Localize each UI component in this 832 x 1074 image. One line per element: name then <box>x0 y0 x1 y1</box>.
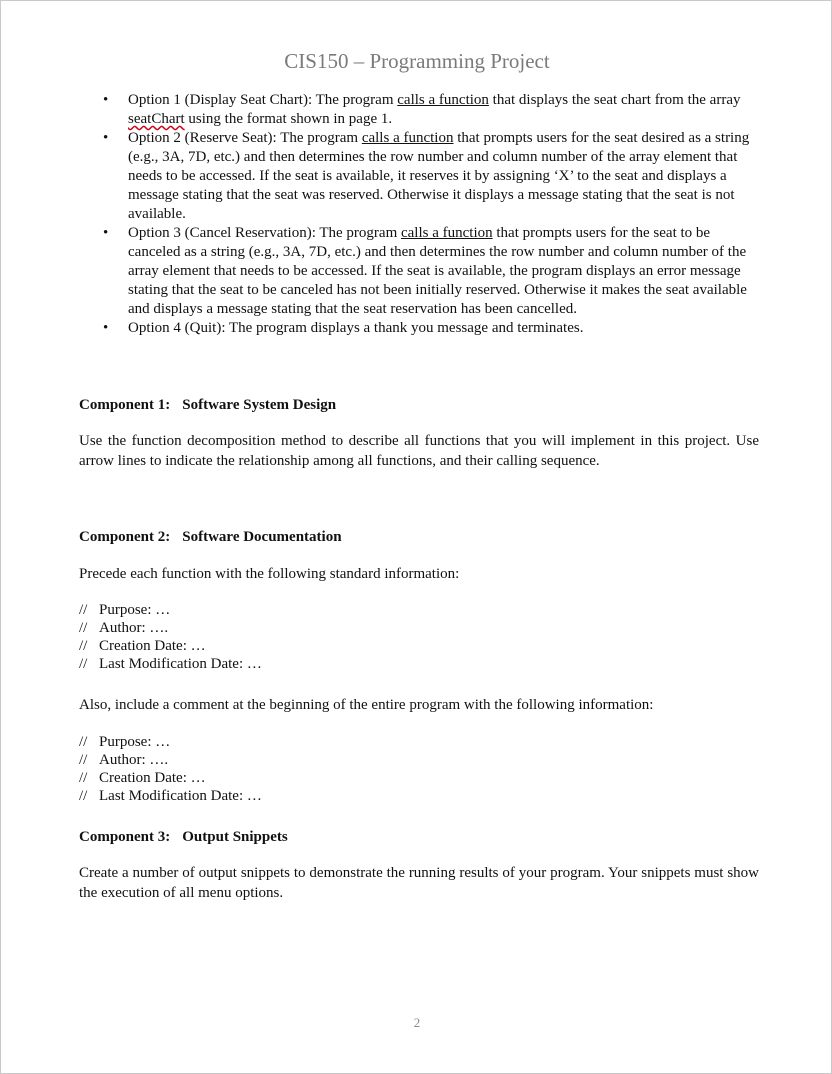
comment-slashes: // <box>79 602 88 618</box>
comment-text: Purpose: … <box>99 602 171 618</box>
comment-line <box>79 751 759 769</box>
comment-slashes: // <box>79 656 88 672</box>
option-1-text-mid: that displays the seat chart from the array <box>488 92 741 108</box>
component-3-title: Output Snippets <box>182 829 288 845</box>
component-2-heading <box>79 527 759 547</box>
comment-text: Last Modification Date: … <box>99 656 262 672</box>
list-item-option-2 <box>101 129 761 224</box>
component-2-also: Also, include a comment at the beginning of the entire program with the following information: <box>79 697 654 713</box>
comment-text: Purpose: … <box>99 734 171 750</box>
comment-line <box>79 769 759 787</box>
option-2-text-pre: Option 2 (Reserve Seat): The program <box>128 130 362 146</box>
component-3-body: Create a number of output snippets to demonstrate the running results of your program. Your snippets must show the execution of all menu options. <box>79 865 759 901</box>
comment-text: Author: …. <box>99 752 169 768</box>
component-2-label: Component 2: <box>79 529 171 545</box>
option-2-text-post: that prompts users for the seat desired as a string (e.g., 3A, 7D, etc.) and then determines the row number and column number of the array element that needs to be accessed. If the seat is available, it reserves it by assigning ‘X’ to the seat and displays a message stating that the seat was reserved. Otherwise it displays a message stating that the seat is not available. <box>128 130 750 222</box>
component-2-intro: Precede each function with the following standard information: <box>79 566 460 582</box>
options-list <box>101 91 761 338</box>
misspelled-word: seatChart <box>128 111 185 127</box>
list-item-option-1 <box>101 91 761 129</box>
comment-slashes: // <box>79 734 88 750</box>
list-item-option-4 <box>101 319 761 338</box>
component-1-body: Use the function decomposition method to describe all functions that you will implement in this project. Use arrow lines to indicate the relationship among all functions, and their calling sequence. <box>79 433 759 469</box>
comment-slashes: // <box>79 770 88 786</box>
component-1-title: Software System Design <box>182 397 337 413</box>
component-1-heading <box>79 395 759 415</box>
comment-line <box>79 619 759 637</box>
comment-text: Creation Date: … <box>99 638 206 654</box>
comment-slashes: // <box>79 788 88 804</box>
component-1-label: Component 1: <box>79 397 171 413</box>
comment-text: Author: …. <box>99 620 169 636</box>
component-3-heading <box>79 827 759 847</box>
comment-line <box>79 733 759 751</box>
comment-slashes: // <box>79 752 88 768</box>
option-2-underlined: calls a function <box>361 130 454 146</box>
comment-slashes: // <box>79 638 88 654</box>
comment-line <box>79 637 759 655</box>
list-item-option-3 <box>101 224 761 319</box>
comment-block-1 <box>79 601 759 673</box>
option-3-text-pre: Option 3 (Cancel Reservation): The program <box>128 225 401 241</box>
comment-line <box>79 655 759 673</box>
page-header: CIS150 – Programming Project <box>284 49 550 73</box>
option-3-text-post: that prompts users for the seat to be canceled as a string (e.g., 3A, 7D, etc.) and then determines the row number and column number of the array element that needs to be accessed. If the seat is available, the program displays an error message stating that the seat to be canceled has not been initially reserved. Otherwise it makes the seat available and displays a message stating that the seat reservation has been cancelled. <box>128 225 747 317</box>
component-2-title: Software Documentation <box>182 529 342 545</box>
comment-text: Last Modification Date: … <box>99 788 262 804</box>
option-1-underlined: calls a function <box>397 92 489 108</box>
option-3-underlined: calls a function <box>400 225 493 241</box>
comment-text: Creation Date: … <box>99 770 206 786</box>
option-1-text-pre: Option 1 (Display Seat Chart): The program <box>128 92 398 108</box>
comment-line <box>79 601 759 619</box>
option-1-text-post: using the format shown in page 1. <box>184 111 393 127</box>
component-3-label: Component 3: <box>79 829 171 845</box>
comment-line <box>79 787 759 805</box>
option-4-text: Option 4 (Quit): The program displays a thank you message and terminates. <box>128 320 584 336</box>
page-number: 2 <box>413 1015 421 1030</box>
comment-slashes: // <box>79 620 88 636</box>
comment-block-2 <box>79 733 759 805</box>
